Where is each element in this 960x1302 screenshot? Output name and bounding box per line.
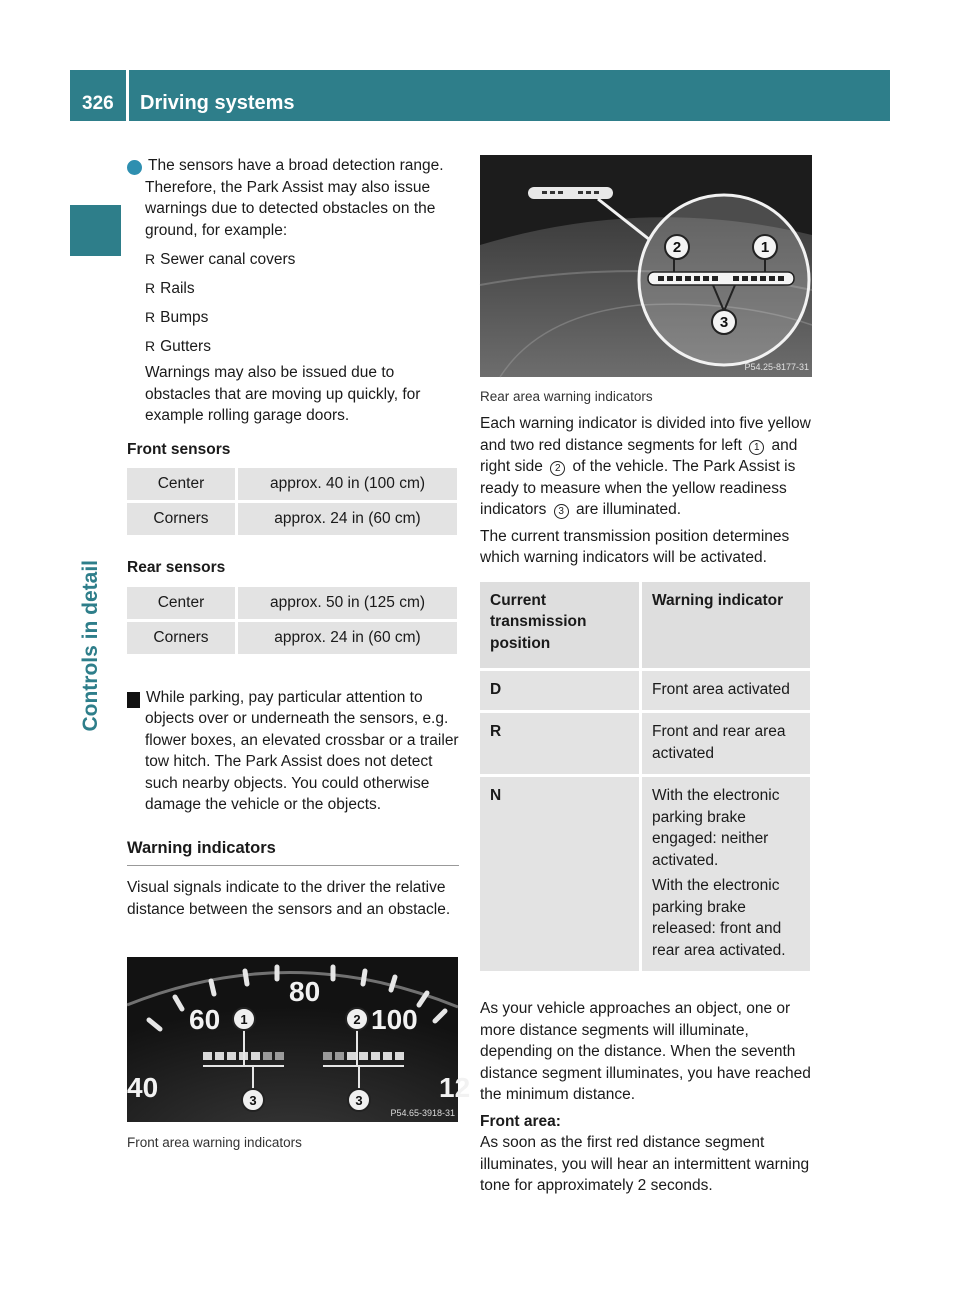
page-number: 326 xyxy=(82,93,114,114)
side-tab-marker xyxy=(70,205,121,256)
callout-3: 3 xyxy=(719,314,729,331)
page-title: Driving systems xyxy=(140,92,295,114)
ref-1: 1 xyxy=(749,440,764,455)
table-row: Center approx. 40 in (100 cm) xyxy=(127,468,457,502)
callout-1: 1 xyxy=(240,1012,248,1027)
warning-note: ! While parking, pay particular attention to objects over or underneath the sensors, e.g. flower boxes, an elevated crossbar or a trailer tow hitch. The Park Assist does not detect such nearby objects. You could otherwise damage the vehicle or the objects. xyxy=(122,688,459,813)
left-column xyxy=(122,155,459,920)
dial-number-100: 100 xyxy=(371,1004,418,1035)
transmission-table xyxy=(480,582,810,975)
rear-figure-caption: Rear area warning indicators xyxy=(480,389,653,404)
table-header: Current transmission position Warning indicator xyxy=(480,582,810,670)
indicator-description: Each warning indicator is divided into five yellow and two red distance segments for left 1 and right side 2 of the vehicle. The Park Assist is ready to measure when the yellow readiness indicators 3 are illuminated. xyxy=(480,415,811,518)
dial-number-40: 40 xyxy=(127,1072,159,1103)
list-item: R Sewer canal covers xyxy=(145,249,459,278)
approach-text: As your vehicle approaches an object, one or more distance segments will illuminate, depending on the distance. When the seventh distance segment illuminates, you have reached the minimum distance. xyxy=(480,1000,811,1103)
callout-1: 1 xyxy=(760,239,770,256)
figure-code: P54.25-8177-31 xyxy=(744,362,809,372)
info-note: i The sensors have a broad detection range. Therefore, the Park Assist may also issue warnings due to detected obstacles on the ground, for example: xyxy=(123,157,444,239)
list-item: R Gutters xyxy=(145,336,459,365)
side-tab xyxy=(80,560,120,960)
callout-3-left: 3 xyxy=(249,1093,257,1108)
callout-2: 2 xyxy=(353,1012,361,1027)
table-row: R Front and rear area activated xyxy=(480,712,810,776)
figure-code: P54.65-3918-31 xyxy=(390,1108,455,1118)
warning-icon: ! xyxy=(127,692,140,708)
front-sensors-table xyxy=(127,468,457,538)
dial-number-80: 80 xyxy=(289,976,321,1007)
front-indicator-figure xyxy=(127,957,471,1122)
list-item: R Rails xyxy=(145,278,459,307)
rear-sensors-table xyxy=(127,587,457,657)
ref-3: 3 xyxy=(554,504,569,519)
dial-number-12: 12 xyxy=(439,1072,471,1103)
rear-window-illustration xyxy=(480,155,812,377)
ref-2: 2 xyxy=(550,461,565,476)
transmission-note: The current transmission position determines which warning indicators will be activated. xyxy=(480,527,790,566)
rear-sensors-heading: Rear sensors xyxy=(127,559,226,576)
front-sensors-heading: Front sensors xyxy=(127,440,231,458)
table-row: Corners approx. 24 in (60 cm) xyxy=(127,620,457,655)
header-divider xyxy=(126,70,129,121)
right-column xyxy=(480,413,814,1197)
table-row: Corners approx. 24 in (60 cm) xyxy=(127,502,457,537)
table-row: N With the electronic parking brake engaged: neither activated. With the electronic parking brake released: front and rear area activated. xyxy=(480,776,810,973)
front-area-text: As soon as the first red distance segment illuminates, you will hear an intermittent warning tone for approximately 2 seconds. xyxy=(480,1134,810,1194)
front-figure-caption: Front area warning indicators xyxy=(127,1135,302,1150)
callout-3-right: 3 xyxy=(355,1093,363,1108)
rear-indicator-figure xyxy=(480,155,812,377)
bullet-list xyxy=(145,249,459,365)
speedometer-illustration xyxy=(127,957,471,1122)
table-row: Center approx. 50 in (125 cm) xyxy=(127,587,457,621)
section-text: Visual signals indicate to the driver the relative distance between the sensors and an obstacle. xyxy=(127,879,451,918)
n-engaged: With the electronic parking brake engaged: neither activated. xyxy=(652,787,780,869)
section-rule xyxy=(127,865,459,866)
table-row: D Front area activated xyxy=(480,669,810,712)
info-icon: i xyxy=(127,160,142,175)
moving-note: Warnings may also be issued due to obstacles that are moving up quickly, for example rolling garage doors. xyxy=(145,364,421,424)
front-area-heading: Front area: xyxy=(480,1112,561,1130)
section-heading: Warning indicators xyxy=(127,838,276,857)
n-released: With the electronic parking brake released: front and rear area activated. xyxy=(652,877,786,959)
side-tab-label: Controls in detail xyxy=(79,560,102,732)
dial-number-60: 60 xyxy=(189,1004,221,1035)
callout-2: 2 xyxy=(672,239,682,256)
list-item: R Bumps xyxy=(145,307,459,336)
